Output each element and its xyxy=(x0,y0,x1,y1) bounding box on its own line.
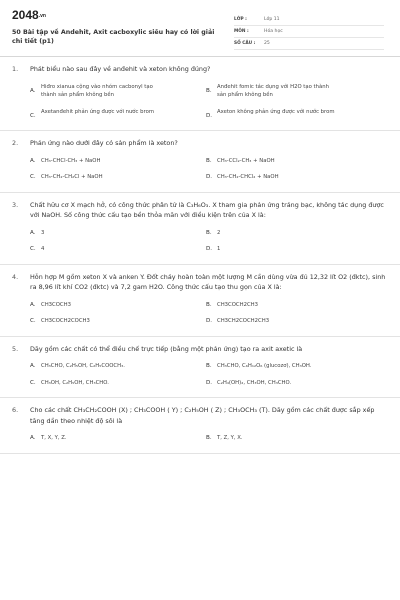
answer-option[interactable] xyxy=(30,169,206,186)
question-item xyxy=(0,337,400,399)
question-text: Phát biểu nào sau đây về anđehit và xeton không đúng? xyxy=(30,65,211,73)
meta-row-mon xyxy=(234,26,384,38)
answer-option[interactable] xyxy=(30,430,206,447)
answer-option[interactable] xyxy=(206,358,382,375)
option-letter: B. xyxy=(206,157,212,164)
question-list xyxy=(12,57,388,454)
question-number: 2. xyxy=(12,139,19,147)
answer-option[interactable] xyxy=(30,313,206,330)
option-text: T, Z, Y, X. xyxy=(217,435,243,441)
answer-option[interactable] xyxy=(206,241,382,258)
question-text: Chất hữu cơ X mạch hở, có công thức phân tử là C₃H₆O₃. X tham gia phản ứng tráng bạc, không tác dụng được với NaOH. Số công thức cấu tạo bền thỏa mãn với điều kiện trên của X là: xyxy=(30,200,384,219)
logo-text: 2048 xyxy=(12,8,39,22)
option-letter: B. xyxy=(206,363,212,369)
meta-table xyxy=(234,14,384,50)
logo-suffix: .vn xyxy=(38,12,46,19)
option-text: Anđehit fomic tác dụng với H2O tạo thành sản phẩm không bền xyxy=(217,83,329,98)
option-text: CH3COCH2CH3 xyxy=(217,301,259,308)
option-text: Axeton không phản ứng được với nước brom xyxy=(217,108,335,115)
option-letter: B. xyxy=(206,229,212,236)
answer-option[interactable] xyxy=(30,225,206,242)
question-text: Dãy gồm các chất có thể điều chế trực tiếp (bằng một phản ứng) tạo ra axit axetic là xyxy=(30,344,303,353)
answer-options xyxy=(12,225,388,258)
option-text: CH₃-CCl₂-CH₃ + NaOH xyxy=(217,157,275,164)
question-item xyxy=(0,398,400,454)
option-text: Hiđro xianua cộng vào nhóm cacbonyl tạo thành sản phẩm không bền xyxy=(41,83,153,98)
answer-option[interactable] xyxy=(206,225,382,242)
answer-option[interactable] xyxy=(206,375,382,392)
question-text-row xyxy=(12,138,388,149)
answer-option[interactable] xyxy=(30,241,206,258)
question-number: 1. xyxy=(12,65,19,73)
answer-option[interactable] xyxy=(30,79,206,104)
option-text: C₂H₄(OH)₂, CH₃OH, CH₃CHO. xyxy=(217,379,292,386)
option-text: CH3COCH3 xyxy=(41,301,71,308)
answer-options xyxy=(12,297,388,330)
option-letter: D. xyxy=(206,174,213,180)
question-text: Phản ứng nào dưới đây có sản phẩm là xeton? xyxy=(30,139,178,147)
meta-row-lop xyxy=(234,14,384,26)
answer-option[interactable] xyxy=(206,297,382,314)
answer-option[interactable] xyxy=(206,104,382,125)
question-item xyxy=(0,265,400,337)
answer-options xyxy=(12,79,388,125)
option-text: CH₃-CH₂-CHCl₂ + NaOH xyxy=(217,174,279,180)
question-text: Cho các chất CH₃CH₂COOH (X) ; CH₃COOH ( Y) ; C₂H₅OH ( Z) ; CH₃OCH₃ (T). Dãy gồm các chất được sắp xếp tăng dần theo nhiệt độ sôi là xyxy=(30,406,375,425)
meta-value: Lớp 11 xyxy=(264,17,280,22)
document-title: 50 Bài tập về Andehit, Axit cacboxylic siêu hay có lời giải chi tiết (p1) xyxy=(12,29,215,45)
option-letter: B. xyxy=(206,435,212,441)
option-text: 3 xyxy=(41,229,45,236)
option-text: CH₃-CH₂-CH₂Cl + NaOH xyxy=(41,174,103,180)
question-text-row xyxy=(12,405,388,426)
option-letter: C. xyxy=(30,246,36,252)
option-text: Axetanđehit phản ứng được với nước brom xyxy=(41,108,154,115)
answer-option[interactable] xyxy=(206,79,382,104)
meta-value: Hóa học xyxy=(264,29,283,34)
option-text: 4 xyxy=(41,246,45,252)
option-letter: A. xyxy=(30,229,36,236)
question-text-row xyxy=(12,272,388,293)
question-number: 5. xyxy=(12,344,19,353)
answer-option[interactable] xyxy=(30,104,206,125)
meta-label: MÔN : xyxy=(234,29,249,34)
option-letter: A. xyxy=(30,363,36,369)
question-text: Hỗn hợp M gồm xeton X và anken Y. Đốt cháy hoàn toàn một lượng M cần dùng vừa đủ 12,32 lít O2 (đktc), sinh ra 8,96 lít khí CO2 (đktc) và 7,2 gam H2O. Công thức cấu tạo thu gọn của X là: xyxy=(30,272,386,291)
question-text-row xyxy=(12,200,388,221)
option-text: CH₃CHO, C₂H₅OH, C₂H₅COOCH₃. xyxy=(41,363,125,369)
option-text: CH₃-CHCl-CH₃ + NaOH xyxy=(41,157,101,164)
option-text: CH₃CHO, C₆H₁₂O₆ (glucozơ), CH₃OH. xyxy=(217,363,312,369)
question-text-row xyxy=(12,64,388,75)
meta-row-socau xyxy=(234,38,384,50)
question-number: 4. xyxy=(12,272,19,281)
option-letter: D. xyxy=(206,379,213,386)
option-text: T, X, Y, Z. xyxy=(41,435,67,441)
option-letter: B. xyxy=(206,87,212,94)
answer-option[interactable] xyxy=(30,153,206,170)
option-letter: C. xyxy=(30,318,36,324)
site-logo[interactable] xyxy=(12,8,217,22)
answer-options xyxy=(12,358,388,391)
answer-option[interactable] xyxy=(30,358,206,375)
question-item xyxy=(0,131,400,193)
question-item xyxy=(0,193,400,265)
answer-option[interactable] xyxy=(30,297,206,314)
option-text: 1 xyxy=(217,246,221,252)
option-letter: D. xyxy=(206,246,213,252)
answer-option[interactable] xyxy=(206,430,382,447)
question-item xyxy=(0,57,400,131)
option-letter: C. xyxy=(30,112,36,119)
option-letter: A. xyxy=(30,301,36,308)
option-text: CH3COCH2COCH3 xyxy=(41,318,90,324)
option-letter: C. xyxy=(30,174,36,180)
option-text: CH3CH2COCH2CH3 xyxy=(217,318,270,324)
header xyxy=(12,8,388,50)
answer-option[interactable] xyxy=(30,375,206,392)
answer-option[interactable] xyxy=(206,153,382,170)
option-text: 2 xyxy=(217,229,221,236)
meta-label: SỐ CÂU : xyxy=(234,41,256,46)
meta-label: LỚP : xyxy=(234,17,247,22)
option-letter: C. xyxy=(30,379,36,386)
question-text-row xyxy=(12,344,388,355)
answer-options xyxy=(12,153,388,186)
answer-option[interactable] xyxy=(206,313,382,330)
option-letter: A. xyxy=(30,87,36,94)
option-letter: A. xyxy=(30,435,36,441)
meta-value: 25 xyxy=(264,41,270,46)
answer-option[interactable] xyxy=(206,169,382,186)
option-text: CH₃OH, C₂H₅OH, CH₃CHO. xyxy=(41,379,109,386)
question-number: 3. xyxy=(12,200,19,209)
option-letter: D. xyxy=(206,318,213,324)
answer-options xyxy=(12,430,388,447)
option-letter: A. xyxy=(30,157,36,164)
question-number: 6. xyxy=(12,406,19,414)
option-letter: B. xyxy=(206,301,212,308)
header-left xyxy=(12,8,217,50)
option-letter: D. xyxy=(206,112,213,119)
